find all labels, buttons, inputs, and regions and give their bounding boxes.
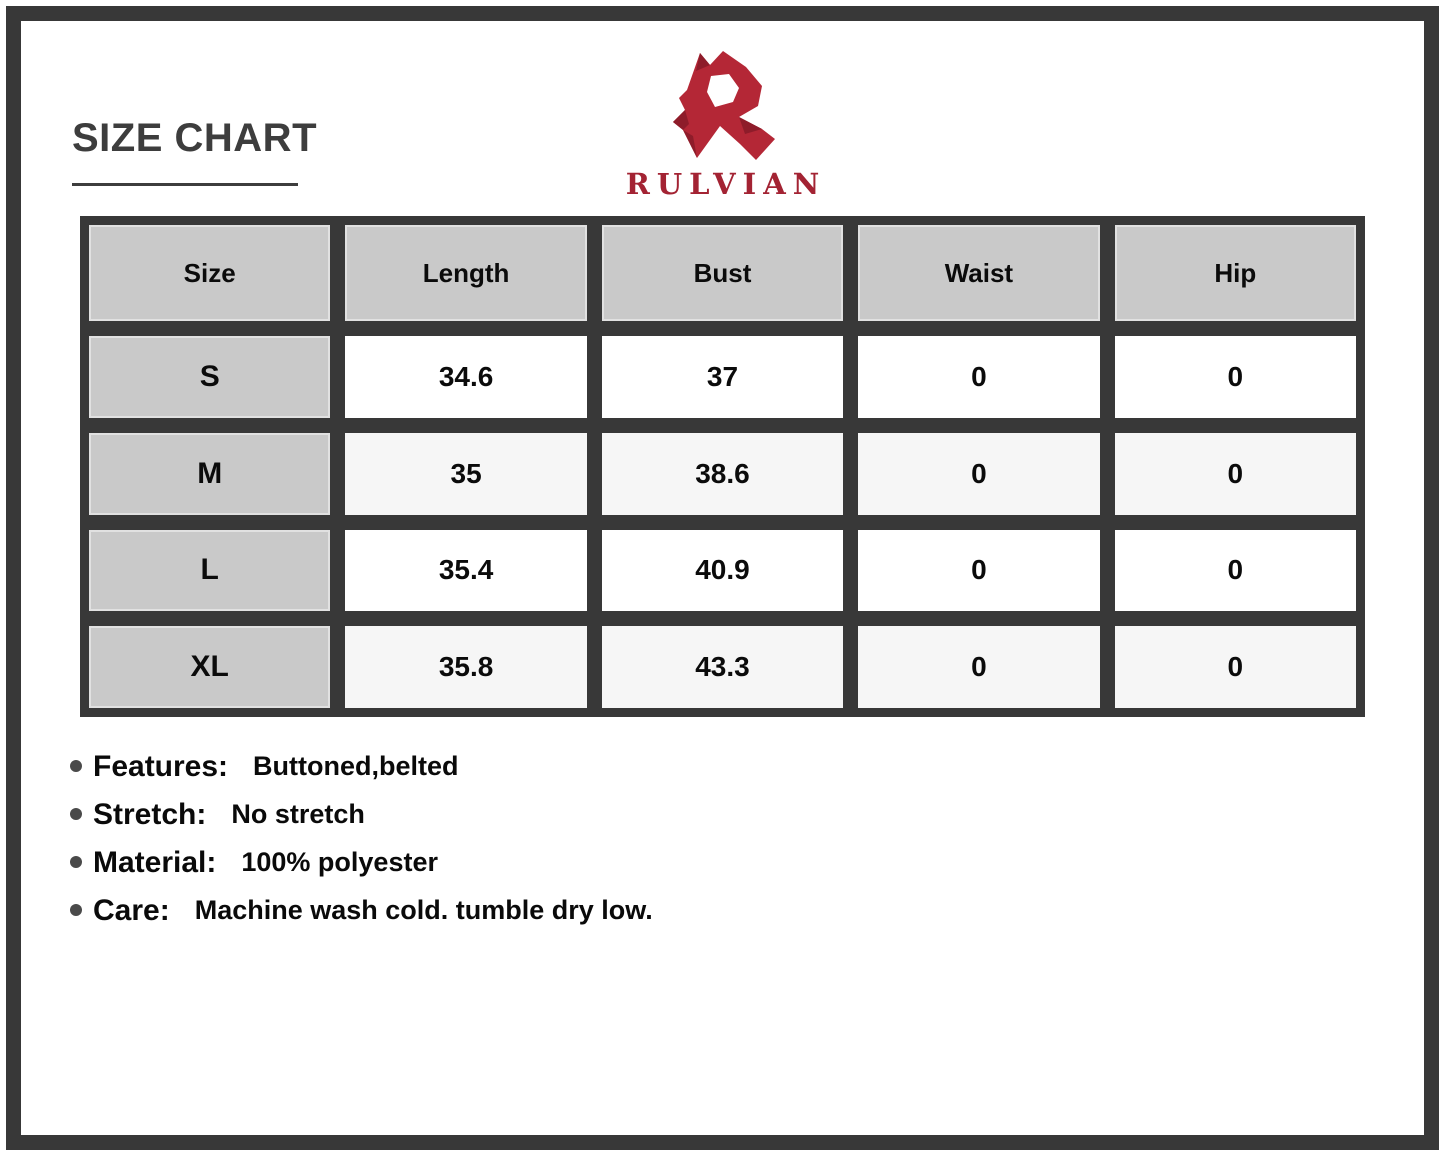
cell-s-length: 34.6 — [345, 336, 586, 418]
row-label-l: L — [89, 530, 330, 612]
column-header-length: Length — [345, 225, 586, 321]
column-header-bust: Bust — [602, 225, 843, 321]
page-title: SIZE CHART — [72, 116, 317, 160]
detail-label: Material: — [93, 846, 217, 879]
cell-s-waist: 0 — [858, 336, 1099, 418]
row-label-m: M — [89, 433, 330, 515]
cell-m-bust: 38.6 — [602, 433, 843, 515]
cell-m-hip: 0 — [1115, 433, 1356, 515]
detail-value: Buttoned,belted — [253, 751, 459, 781]
detail-value: No stretch — [231, 799, 365, 829]
detail-item-features — [70, 749, 653, 784]
cell-s-bust: 37 — [602, 336, 843, 418]
detail-label: Stretch: — [93, 798, 207, 831]
bullet-dot-icon — [70, 856, 82, 868]
cell-l-bust: 40.9 — [602, 530, 843, 612]
cell-m-waist: 0 — [858, 433, 1099, 515]
column-header-waist: Waist — [858, 225, 1099, 321]
brand-wordmark: RULVIAN — [625, 167, 827, 201]
cell-xl-waist: 0 — [858, 626, 1099, 708]
brand-logo — [0, 44, 1445, 201]
detail-item-material — [70, 845, 653, 880]
size-chart-table — [80, 216, 1365, 717]
product-details-list — [70, 749, 653, 928]
bullet-dot-icon — [70, 904, 82, 916]
detail-item-care — [70, 893, 653, 928]
rulvian-r-monogram-icon — [667, 44, 779, 166]
column-header-hip: Hip — [1115, 225, 1356, 321]
cell-l-length: 35.4 — [345, 530, 586, 612]
detail-label: Care: — [93, 894, 170, 927]
detail-label: Features: — [93, 750, 229, 783]
cell-xl-length: 35.8 — [345, 626, 586, 708]
cell-m-length: 35 — [345, 433, 586, 515]
cell-s-hip: 0 — [1115, 336, 1356, 418]
detail-value: 100% polyester — [241, 847, 438, 877]
cell-l-waist: 0 — [858, 530, 1099, 612]
cell-xl-hip: 0 — [1115, 626, 1356, 708]
bullet-dot-icon — [70, 760, 82, 772]
bullet-dot-icon — [70, 808, 82, 820]
cell-xl-bust: 43.3 — [602, 626, 843, 708]
detail-value: Machine wash cold. tumble dry low. — [194, 895, 653, 925]
detail-item-stretch — [70, 797, 653, 832]
column-header-size: Size — [89, 225, 330, 321]
row-label-xl: XL — [89, 626, 330, 708]
cell-l-hip: 0 — [1115, 530, 1356, 612]
row-label-s: S — [89, 336, 330, 418]
